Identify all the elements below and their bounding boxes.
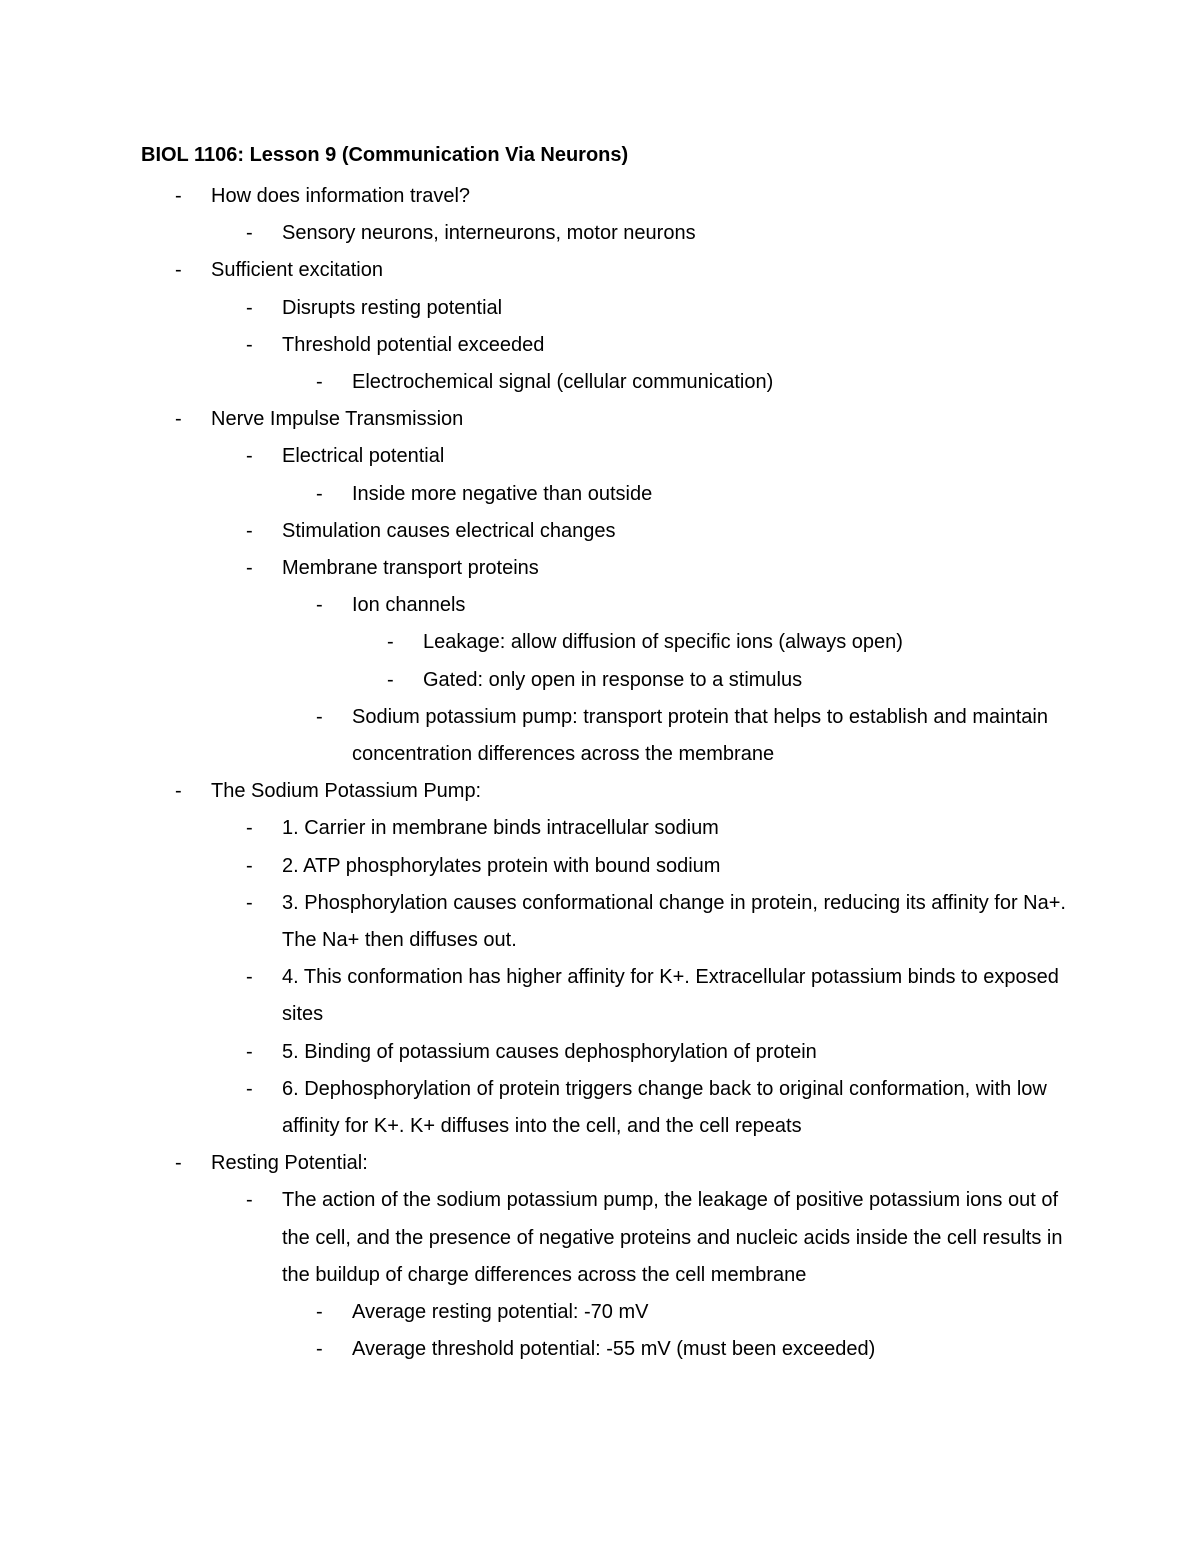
- document-title: BIOL 1106: Lesson 9 (Communication Via Neurons): [141, 144, 629, 166]
- list-item-text: The action of the sodium potassium pump, the leakage of positive potassium ions out of the cell, and the presence of negative proteins and nucleic acids inside the cell results in the buildup of charge differences across the cell membrane: [282, 1189, 1063, 1286]
- list-item-text: Sufficient excitation: [211, 259, 383, 282]
- bullet-dash: -: [175, 780, 182, 803]
- bullet-dash: -: [175, 259, 182, 282]
- list-item: [0, 401, 1200, 438]
- list-item-text: Electrical potential: [282, 445, 445, 468]
- list-item: [0, 624, 1200, 661]
- bullet-dash: -: [246, 1077, 253, 1100]
- list-item: [0, 1145, 1200, 1182]
- notes-outline: [0, 178, 1200, 1369]
- bullet-dash: -: [316, 482, 323, 505]
- list-item: [0, 327, 1200, 364]
- bullet-dash: -: [246, 966, 253, 989]
- bullet-dash: -: [246, 817, 253, 840]
- list-item: [0, 550, 1200, 587]
- list-item-text: Disrupts resting potential: [282, 296, 503, 319]
- list-item-text: Average resting potential: -70 mV: [352, 1301, 649, 1324]
- list-item: [0, 1331, 1200, 1368]
- bullet-dash: -: [316, 1338, 323, 1361]
- list-item: [0, 885, 1200, 959]
- list-item: [0, 215, 1200, 252]
- bullet-dash: -: [246, 333, 253, 356]
- bullet-dash: -: [246, 891, 253, 914]
- bullet-dash: -: [387, 668, 394, 691]
- list-item-text: How does information travel?: [211, 185, 471, 207]
- bullet-dash: -: [387, 631, 394, 654]
- bullet-dash: -: [316, 705, 323, 728]
- list-item-text: Leakage: allow diffusion of specific ions (always open): [423, 631, 903, 654]
- list-item-text: 1. Carrier in membrane binds intracellular sodium: [282, 817, 719, 840]
- list-item: [0, 513, 1200, 550]
- bullet-dash: -: [246, 445, 253, 468]
- list-item: [0, 476, 1200, 513]
- list-item: [0, 438, 1200, 475]
- list-item-text: Sensory neurons, interneurons, motor neurons: [282, 222, 696, 245]
- list-item: [0, 959, 1200, 1033]
- bullet-dash: -: [175, 408, 182, 431]
- list-item-text: Electrochemical signal (cellular communication): [352, 371, 774, 394]
- list-item: [0, 773, 1200, 810]
- list-item-text: Resting Potential:: [211, 1152, 368, 1175]
- list-item: [0, 699, 1200, 773]
- list-item-text: 3. Phosphorylation causes conformational change in protein, reducing its affinity for Na+. The Na+ then diffuses out.: [282, 891, 1066, 952]
- list-item-text: Sodium potassium pump: transport protein that helps to establish and maintain concentration differences across the membrane: [352, 705, 1048, 766]
- list-item-text: Inside more negative than outside: [352, 482, 653, 505]
- bullet-dash: -: [246, 519, 253, 542]
- list-item-text: 2. ATP phosphorylates protein with bound sodium: [282, 854, 721, 877]
- bullet-dash: -: [246, 222, 253, 245]
- list-item-text: 5. Binding of potassium causes dephosphorylation of protein: [282, 1040, 817, 1063]
- list-item-text: Threshold potential exceeded: [282, 333, 545, 356]
- bullet-dash: -: [316, 1301, 323, 1324]
- list-item: [0, 178, 1200, 215]
- list-item: [0, 662, 1200, 699]
- list-item: [0, 1034, 1200, 1071]
- bullet-dash: -: [246, 1189, 253, 1212]
- bullet-dash: -: [246, 854, 253, 877]
- bullet-dash: -: [175, 185, 182, 207]
- bullet-dash: -: [316, 594, 323, 617]
- bullet-dash: -: [316, 371, 323, 394]
- list-item-text: Ion channels: [352, 594, 466, 617]
- list-item-text: 6. Dephosphorylation of protein triggers change back to original conformation, with low affinity for K+. K+ diffuses into the cell, and the cell repeats: [282, 1077, 1047, 1138]
- list-item-text: The Sodium Potassium Pump:: [211, 780, 482, 803]
- list-item-text: Stimulation causes electrical changes: [282, 519, 616, 542]
- list-item: [0, 1294, 1200, 1331]
- bullet-dash: -: [246, 296, 253, 319]
- list-item-text: 4. This conformation has higher affinity for K+. Extracellular potassium binds to exposed sites: [282, 966, 1059, 1026]
- bullet-dash: -: [175, 1152, 182, 1175]
- list-item: [0, 587, 1200, 624]
- list-item-text: Average threshold potential: -55 mV (must been exceeded): [352, 1338, 876, 1361]
- bullet-dash: -: [246, 1040, 253, 1063]
- list-item: [0, 848, 1200, 885]
- list-item: [0, 1182, 1200, 1294]
- list-item-text: Membrane transport proteins: [282, 557, 539, 580]
- list-item: [0, 290, 1200, 327]
- list-item: [0, 252, 1200, 289]
- bullet-dash: -: [246, 557, 253, 580]
- list-item-text: Nerve Impulse Transmission: [211, 408, 464, 431]
- list-item: [0, 364, 1200, 401]
- list-item: [0, 810, 1200, 847]
- list-item-text: Gated: only open in response to a stimulus: [423, 668, 803, 691]
- list-item: [0, 1071, 1200, 1145]
